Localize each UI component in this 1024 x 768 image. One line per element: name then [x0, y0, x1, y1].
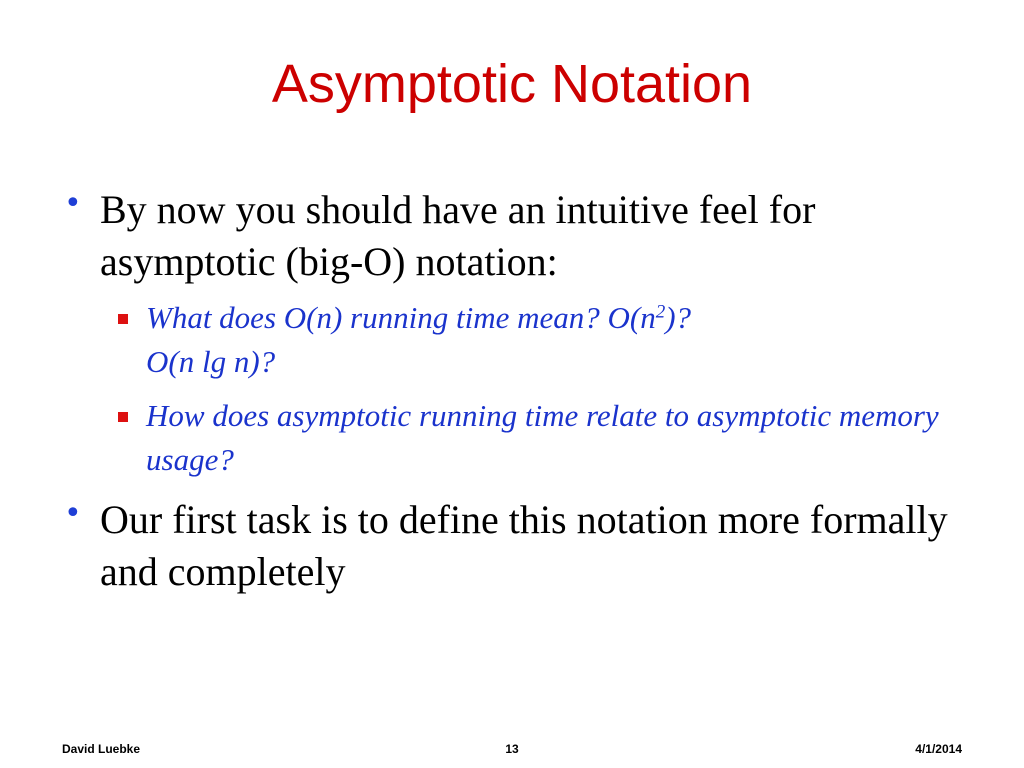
sub-bullet-item [110, 394, 962, 482]
sub-bullet-list [110, 296, 962, 482]
round-bullet-icon: • [64, 186, 82, 221]
sub-bullet-text-part: What does O(n) running time mean? O(n [146, 300, 656, 335]
bullet-text: By now you should have an intuitive feel for asymptotic (big-O) notation: [100, 187, 816, 284]
sub-bullet-text-part: O(n lg n)? [146, 344, 276, 379]
slide-title: Asymptotic Notation [271, 54, 753, 114]
bullet-item [62, 494, 962, 598]
sub-bullet-text: How does asymptotic running time relate to asymptotic memory usage? [146, 398, 939, 477]
footer-page-number: 13 [505, 742, 519, 756]
slide-body [62, 184, 962, 598]
sub-bullet-text-part: )? [665, 300, 692, 335]
bullet-text: Our first task is to define this notation more formally and completely [100, 497, 948, 594]
footer-author: David Luebke [62, 742, 141, 756]
footer-date: 4/1/2014 [915, 742, 962, 756]
sub-bullet-text [146, 300, 691, 379]
square-bullet-icon [118, 412, 128, 422]
square-bullet-icon [118, 314, 128, 324]
round-bullet-icon: • [64, 496, 82, 531]
superscript: 2 [655, 301, 666, 323]
bullet-item [62, 184, 962, 288]
sub-bullet-item [110, 296, 962, 384]
